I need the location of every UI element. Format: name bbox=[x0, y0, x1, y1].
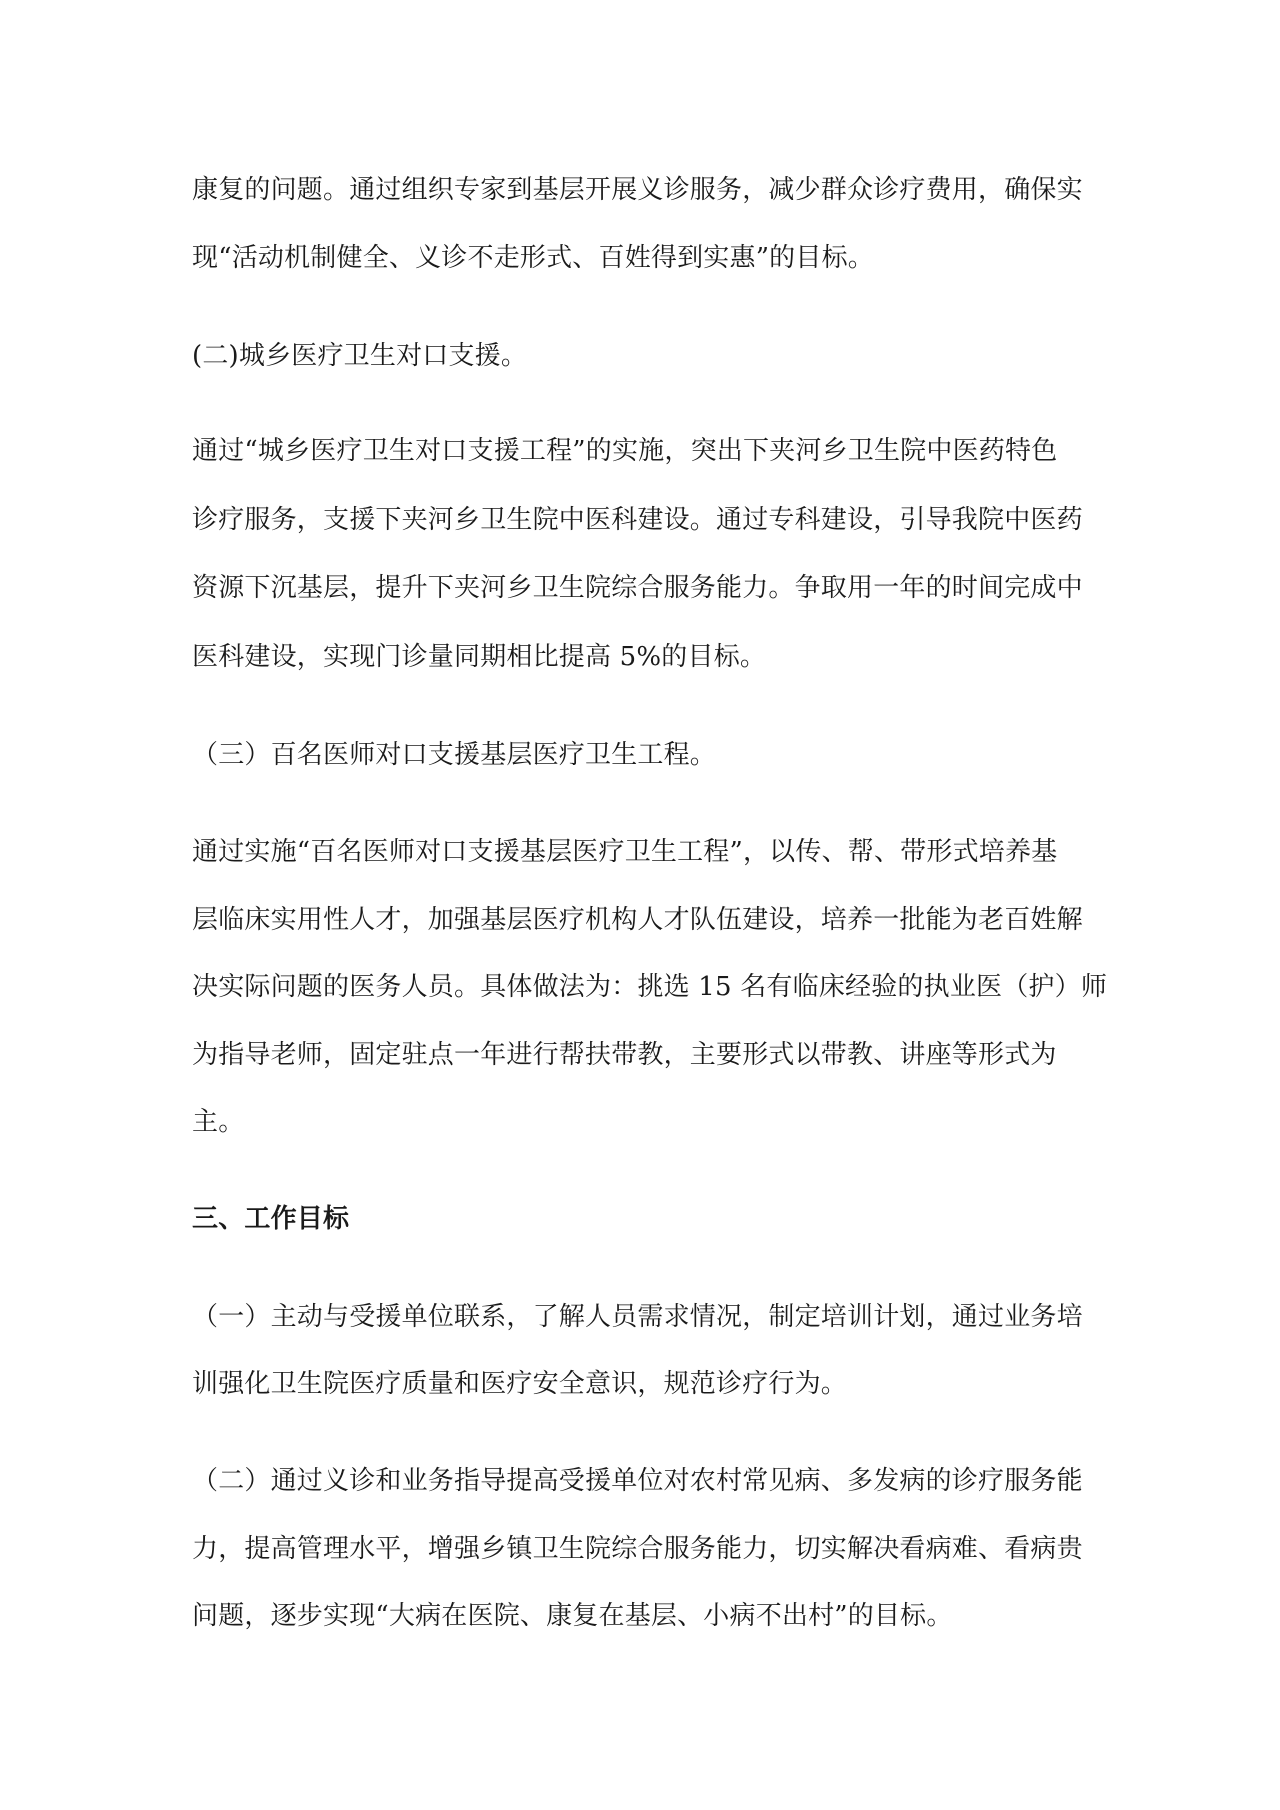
paragraph-line: 为指导老师，固定驻点一年进行帮扶带教，主要形式以带教、讲座等形式为 bbox=[192, 1040, 1057, 1070]
section-subheading: (二)城乡医疗卫生对口支援。 bbox=[192, 341, 528, 371]
paragraph-line: 康复的问题。通过组织专家到基层开展义诊服务，减少群众诊疗费用，确保实 bbox=[192, 175, 1083, 205]
paragraph-line: 医科建设，实现门诊量同期相比提高 5%的目标。 bbox=[192, 642, 767, 672]
paragraph-line: （一）主动与受援单位联系，了解人员需求情况，制定培训计划，通过业务培 bbox=[192, 1302, 1083, 1332]
paragraph-line: 通过“城乡医疗卫生对口支援工程”的实施，突出下夹河乡卫生院中医药特色 bbox=[192, 436, 1058, 466]
paragraph-line: 力，提高管理水平，增强乡镇卫生院综合服务能力，切实解决看病难、看病贵 bbox=[192, 1534, 1083, 1564]
paragraph-line: 训强化卫生院医疗质量和医疗安全意识，规范诊疗行为。 bbox=[192, 1369, 848, 1399]
paragraph-line: 主。 bbox=[192, 1107, 245, 1137]
paragraph-line: 诊疗服务，支援下夹河乡卫生院中医科建设。通过专科建设，引导我院中医药 bbox=[192, 505, 1083, 535]
section-heading: 三、工作目标 bbox=[192, 1204, 350, 1234]
paragraph-line: 资源下沉基层，提升下夹河乡卫生院综合服务能力。争取用一年的时间完成中 bbox=[192, 573, 1083, 603]
section-subheading: （三）百名医师对口支援基层医疗卫生工程。 bbox=[192, 740, 717, 770]
paragraph-line: 通过实施“百名医师对口支援基层医疗卫生工程”，以传、帮、带形式培养基 bbox=[192, 837, 1058, 867]
paragraph-line: 问题，逐步实现“大病在医院、康复在基层、小病不出村”的目标。 bbox=[192, 1601, 953, 1631]
paragraph-line: （二）通过义诊和业务指导提高受援单位对农村常见病、多发病的诊疗服务能 bbox=[192, 1466, 1083, 1496]
paragraph-line: 决实际问题的医务人员。具体做法为：挑选 15 名有临床经验的执业医（护）师 bbox=[192, 972, 1108, 1002]
paragraph-line: 层临床实用性人才，加强基层医疗机构人才队伍建设，培养一批能为老百姓解 bbox=[192, 905, 1083, 935]
paragraph-line: 现“活动机制健全、义诊不走形式、百姓得到实惠”的目标。 bbox=[192, 243, 874, 273]
